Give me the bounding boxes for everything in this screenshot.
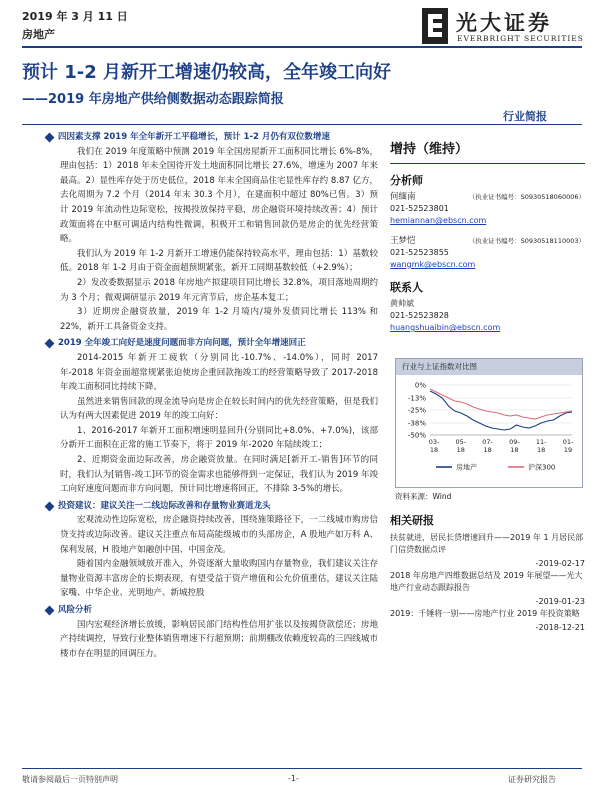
section-heading [46,603,378,618]
analyst-phone: 021-52523855 [390,248,449,257]
section-heading [46,499,378,514]
brand-name-en: EVERBRIGHT SECURITIES [457,34,584,43]
diamond-bullet-icon [45,339,55,349]
related-report-link[interactable]: 扶贫就进，居民长贷增速回升——2019 年 1 月居民部门信贷数据点评 [390,533,584,554]
x-tick-label: 03- [428,438,440,446]
section-heading [46,336,378,351]
diamond-bullet-icon [45,501,55,511]
x-tick-label: 19 [563,446,573,454]
contact-heading: 联系人 [390,281,423,294]
related-report-date: -2018-12-21 [535,623,585,632]
legend-label: 沪深300 [528,463,556,472]
x-tick-label: 01- [562,438,574,446]
report-type: 行业简报 [503,110,547,123]
related-report-date: -2019-01-23 [535,597,585,606]
title-divider [22,124,582,125]
analyst-name: 王梦恺 [390,236,416,246]
body-paragraph: 1、2016-2017 年新开工面积增速明显回升(分别同比+8.0%、+7.0%)，该部分新开工面积在正常的施工节奏下，将于 2019 年-2020 年陆续竣工； [60,425,378,451]
y-tick-label: -13% [407,394,426,403]
body-paragraph: 3）近期房企融资放量，2019 年 1-2 月境内/境外发债同比增长 113% 和 22%，新开工具备资金支持。 [60,307,378,332]
body-paragraph: 我们在 2019 年度策略中预测 2019 年全国房屋新开工面积同比增长 6%-8%，理由包括：1）2018 年未全国待开发土地面积同比增长 27.6%，增速为 2007 年来最高。2）显性库存处于历史低位，2018 年末全国商品住宅显性库存约 8.87 亿方，去化周期为 7.2 个月（2014 年末 30.3 个月），在建面积中超过 80%已售。3）预计 2019 年流动性边际宽松，按揭投放保持平稳，房企融资环境持续改善；4）预计政策面将在中枢可调适内结构性微调，积极开工和销售回款仍是房企的优先经营策略。 [60,146,378,245]
performance-chart [395,358,583,488]
brand-logo [420,6,590,48]
sidebar [390,130,585,334]
x-tick-label: 18 [483,446,492,454]
report-title: 预计 1-2 月新开工增速仍较高，全年竣工向好 [22,62,392,83]
series-line-csi300 [430,389,572,419]
chart-plot [396,375,582,487]
footer-brand: 证券研究报告 [508,775,556,784]
sidebar-divider [390,163,585,164]
x-tick-label: 18 [510,446,519,454]
body-paragraph: 随着国内金融领域放开准入，外资逐渐大量收购国内存量物业，我们建议关注存量物业资源丰富房企的长期表现，有望受益于资产增值和公允价值重估，建议关注陆家嘴、中华企业、光明地产、新城控股 [60,559,378,599]
x-tick-label: 18 [429,446,439,454]
x-tick-label: 11- [535,438,547,446]
related-report-link[interactable]: 2018 年房地产四维数据总结及 2019 年展望——光大地产行业动态跟踪报告 [390,571,583,592]
analyst-row [390,235,585,247]
x-tick-label: 18 [537,446,546,454]
analysts-heading: 分析师 [390,174,423,187]
series-line-property [430,391,572,430]
section-heading-text: 2019 全年竣工向好是速度问题而非方向问题，预计全年增速回正 [58,338,306,349]
related-heading: 相关研报 [390,514,434,527]
section-heading [46,130,378,145]
body-paragraph: 2014-2015 年新开工疲软（分别同比-10.7%、-14.0%），同时 2017 年-2018 年资金面超常规紧张迫使房企重回款拖竣工的经营策略导致了 2017-2018 年竣工面积同比持续下降。 [60,352,378,393]
report-subtitle: ——2019 年房地产供给侧数据动态跟踪简报 [22,92,284,107]
footer-disclaimer: 敬请参阅最后一页特别声明 [22,775,118,784]
analyst-name: 何缅南 [390,192,416,202]
y-tick-label: -38% [407,419,426,428]
body-paragraph: 2、近期资金面边际改善，房企融资放量。在同时满足[新开工-销售]环节的同时，我们认为[销售-竣工]环节的资金需求也能够得到一定保证，我们认为 2019 年竣工向好速度问题而非方向问题，预计同比增速将回正，不排除 3-5%的增长。 [60,455,378,495]
contact-name: 黄帅斌 [390,299,414,308]
diamond-bullet-icon [45,605,55,615]
header-divider [22,46,582,48]
body-paragraph: 2）发改委数据显示 2018 年房地产拟建项目同比增长 32.8%，项目落地周期约为 3 个月；微观调研显示 2019 年元宵节后，房企基本复工； [60,277,378,303]
body-paragraph: 国内宏观经济增长放缓，影响居民部门结构性信用扩张以及按揭贷款偿还；房地产持续调控，导致行业整体销售增速下行超预期；前期棚改依赖度较高的三四线城市楼市存在明显的回调压力。 [60,619,378,659]
x-tick-label: 18 [456,446,465,454]
analyst-phone: 021-52523801 [390,204,449,213]
y-tick-label: -50% [407,431,426,440]
analyst-cert: （执业证书编号：S0930518060006） [468,193,585,201]
chart-title: 行业与上证指数对比图 [396,359,582,375]
y-tick-label: -25% [407,406,426,415]
related-research [390,512,585,634]
related-report-link[interactable]: 2019：千锤将一别——房地产行业 2019 年投资策略 [390,609,580,618]
report-body [60,130,378,661]
analyst-row [390,191,585,203]
brand-logo-mark-icon [420,6,450,46]
x-tick-label: 07- [482,438,493,446]
section-heading-text: 风险分析 [58,605,93,615]
body-paragraph: 虽然进来销售回款的现金流导向是房企在较长时间内的优先经营策略，但是我们认为有两大因素促进 2019 年的竣工向好： [60,396,378,422]
chart-source: 资料来源：Wind [395,492,452,501]
contact-email-link[interactable]: huangshuaibin@ebscn.com [390,323,501,332]
related-report-date: -2019-02-17 [535,559,585,568]
section-heading-text: 投资建议：建议关注一二线边际改善和存量物业赛道龙头 [58,500,271,511]
page-number: -1- [288,774,299,783]
brand-name: 光大证券 [456,11,552,35]
footer-divider [22,768,582,769]
section-heading-text: 四因素支撑 2019 年全年新开工平稳增长，预计 1-2 月仍有双位数增速 [58,132,330,142]
diamond-bullet-icon [45,132,55,142]
y-tick-label: 0% [414,381,426,390]
legend-label: 房地产 [456,463,477,472]
rating: 增持（维持） [390,142,469,157]
body-paragraph: 我们认为 2019 年 1-2 月新开工增速仍能保持较高水平，理由包括：1）基数较低。2018 年 1-2 月由于资金面超预期紧张，新开工同期基数较低（+2.9%）； [60,248,378,274]
report-date: 2019 年 3 月 11 日 [22,10,128,23]
contact-phone: 021-52523828 [390,311,449,320]
body-paragraph: 宏观流动性边际宽松，房企融资持续改善，围绕施策路径下，一二线城市购房信贷支持或边际改善。建议关注重点布局高能级城市的头部房企，A 股地产如万科 A、保利发展，H 股地产如融创中国、中国金茂。 [60,515,378,555]
analyst-cert: （执业证书编号：S0930518110003） [468,237,585,245]
industry-category: 房地产 [22,28,55,41]
analyst-email-link[interactable]: wangmk@ebscn.com [390,260,476,269]
x-tick-label: 05- [455,438,467,446]
x-tick-label: 09- [509,438,520,446]
analyst-email-link[interactable]: hemiannan@ebscn.com [390,216,487,225]
